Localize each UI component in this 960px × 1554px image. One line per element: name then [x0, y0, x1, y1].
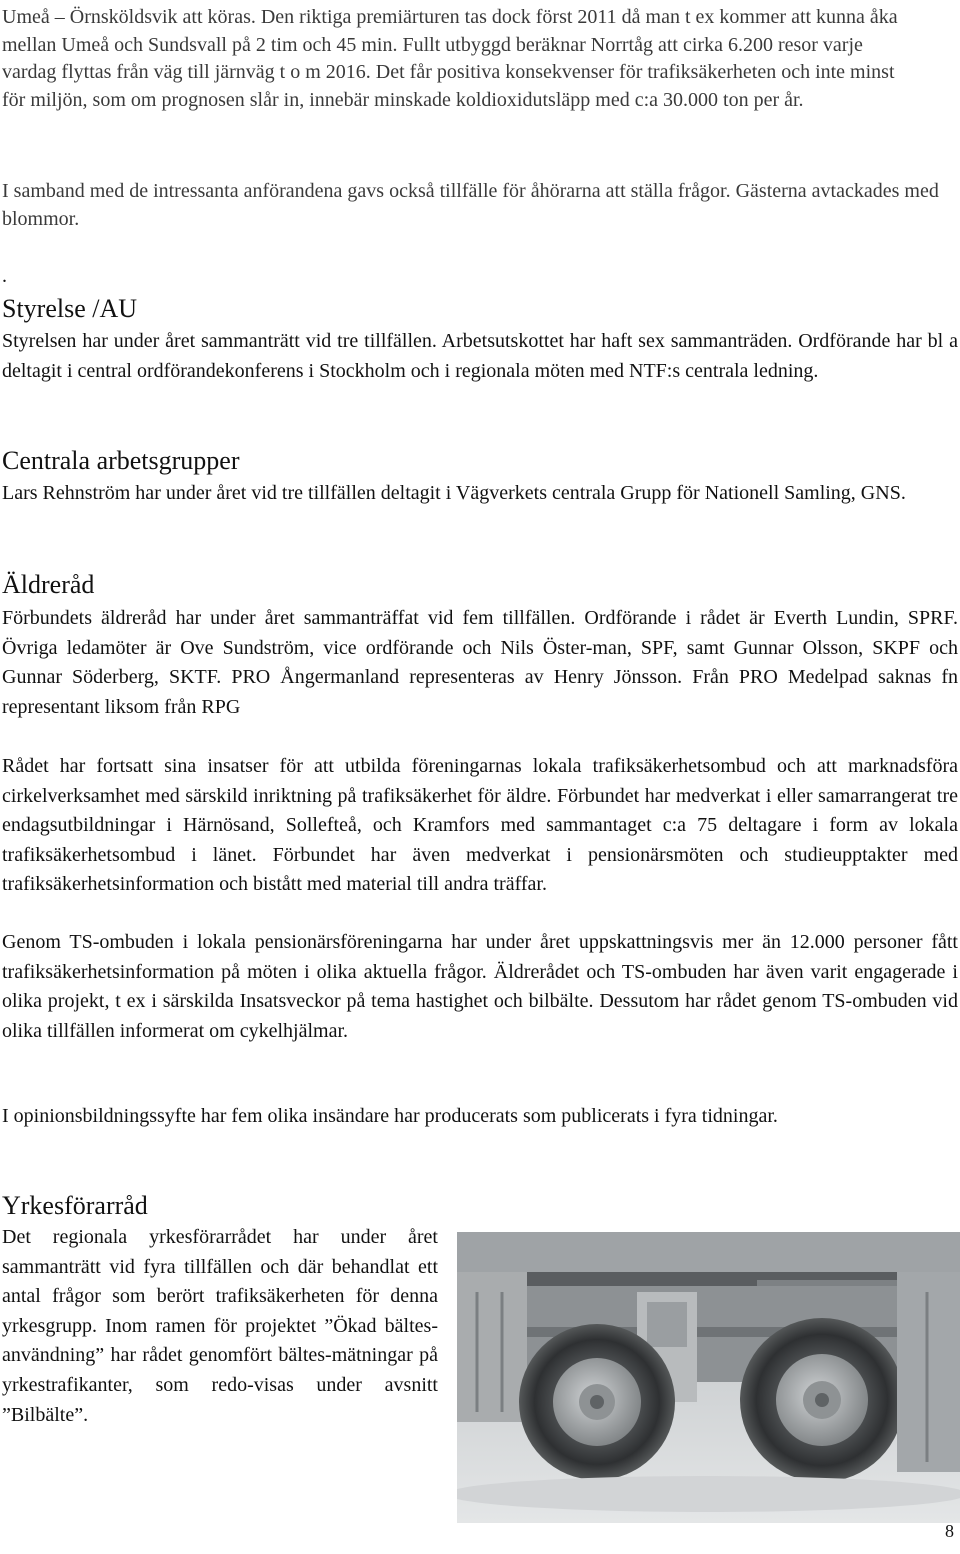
aldrerad-text-3: Genom TS-ombuden i lokala pensionärsföreningarna har under året uppskattningsvis mer än 12.000 personer fått trafiksäkerhetsinformation på möten i olika aktuella frågor. Äldrerådet och TS-ombuden har även varit engagerade i olika projekt, t ex i särskilda Insatsveckor på tema hastighet och bilbälte. Dessutom har rådet genom TS-ombuden vid olika tillfällen informerat om cykelhjälmar.	[2, 931, 958, 1042]
intro-paragraph-1: Umeå – Örnsköldsvik att köras. Den riktiga premiärturen tas dock först 2011 då man t ex kommer att kunna åka mellan Umeå och Sundsvall på 2 tim och 45 min. Fullt utbyggd beräknar Norrtåg att cirka 6.200 resor varje vardag flyttas från väg till järnväg t o m 2016. Det får positiva konsekvenser för trafiksäkerheten och inte minst för miljön, som om prognosen slår in, innebär minskade koldioxidutsläpp med c:a 30.000 ton per år.	[2, 6, 898, 111]
heading-styrelse: Styrelse /AU	[2, 294, 138, 323]
page-number: 8	[945, 1521, 954, 1541]
heading-centrala-arbetsgrupper: Centrala arbetsgrupper	[2, 446, 240, 475]
separator-dot: .	[2, 265, 7, 287]
aldrerad-text-4: I opinionsbildningssyfte har fem olika insändare har producerats som publicerats i fyra tidningar.	[2, 1105, 778, 1127]
aldrerad-text-1: Förbundets äldreråd har under året sammanträffat vid fem tillfällen. Ordförande i rådet är Everth Lundin, SPRF. Övriga ledamöter är Ove Sundström, vice ordförande och Nils Öster-man, SPF, samt Gunnar Olsson, SKPF och Gunnar Söderberg, SKTF. PRO Ångermanland representeras av Henry Jönsson. Från PRO Medelpad saknas fn representant liksom från RPG	[2, 607, 958, 718]
intro-paragraph-2: I samband med de intressanta anförandena gavs också tillfälle för åhörarna att ställa frågor. Gästerna avtackades med blommor.	[2, 180, 939, 230]
heading-aldrerad: Äldreråd	[2, 570, 95, 599]
truck-wheels-photo	[457, 1232, 960, 1523]
heading-yrkesforarrad: Yrkesförarråd	[2, 1191, 148, 1220]
aldrerad-text-2: Rådet har fortsatt sina insatser för att utbilda föreningarnas lokala trafiksäkerhetsombud och att marknadsföra cirkelverksamhet med särskild inriktning på trafiksäkerhet för äldre. Förbundet har medverkat i eller samarrangerat tre endagsutbildningar i Härnösand, Sollefteå, och Kramfors med sammantaget c:a 75 deltagare i form av lokala trafiksäkerhetsombud i länet. Förbundet har även medverkat i pensionärsmöten och studieupptakter med trafiksäkerhetsinformation och bistått med material till andra träffar.	[2, 755, 958, 896]
centrala-text: Lars Rehnström har under året vid tre tillfällen deltagit i Vägverkets centrala Grupp för Nationell Samling, GNS.	[2, 482, 906, 504]
truck-illustration	[457, 1232, 960, 1523]
yrkesforarrad-text: Det regionala yrkesförarrådet har under året sammanträtt vid fyra tillfällen och där behandlat ett antal frågor som berört trafiksäkerheten för denna yrkesgrupp. Inom ramen för projektet ”Ökad bältes-användning” har rådet genomfört bältes-mätningar på yrkestrafikanter, som redo-visas under avsnitt ”Bilbälte”.	[2, 1226, 438, 1426]
styrelse-text: Styrelsen har under året sammanträtt vid tre tillfällen. Arbetsutskottet har haft sex sammanträden. Ordförande har bl a deltagit i central ordförandekonferens i Stockholm och i regionala möten med NTF:s centrala ledning.	[2, 330, 958, 382]
